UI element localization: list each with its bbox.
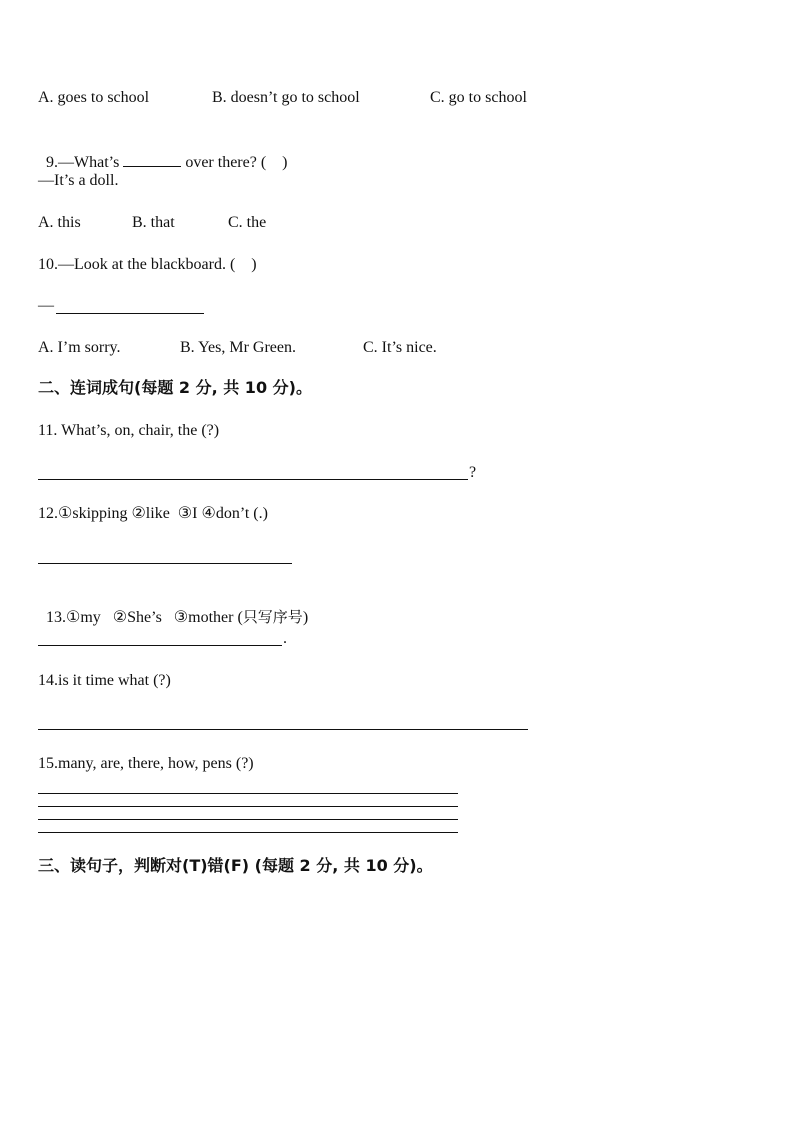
- q15-answer-line-3[interactable]: [38, 819, 458, 820]
- q11-answer-line[interactable]: [38, 479, 468, 480]
- q9-answer: —It’s a doll.: [38, 172, 119, 189]
- q14-answer-line[interactable]: [38, 729, 528, 730]
- q14-question: 14.is it time what (?): [38, 672, 171, 689]
- q15-question: 15.many, are, there, how, pens (?): [38, 755, 254, 772]
- section-3-title: 三、读句子，判断对(T)错(F) (每题 2 分, 共 10 分)。: [38, 856, 433, 875]
- q10-question: 10.—Look at the blackboard. ( ): [38, 256, 257, 273]
- q8-option-b: B. doesn’t go to school: [212, 89, 360, 106]
- q10-option-a: A. I’m sorry.: [38, 339, 121, 356]
- q9-option-a: A. this: [38, 214, 81, 231]
- q13-answer-line[interactable]: [38, 645, 282, 646]
- q15-answer-line-2[interactable]: [38, 806, 458, 807]
- q9-blank[interactable]: [123, 150, 181, 167]
- q12-question: 12.①skipping ②like ③I ④don’t (.): [38, 505, 268, 522]
- q11-end-mark: ?: [469, 464, 477, 481]
- q10-option-c: C. It’s nice.: [363, 339, 437, 356]
- section-2-title: 二、连词成句(每题 2 分, 共 10 分)。: [38, 378, 312, 397]
- q13-text-cn: 只写序号: [242, 608, 303, 626]
- q8-option-c: C. go to school: [430, 89, 527, 106]
- q9-option-b: B. that: [132, 214, 175, 231]
- q13-end-mark: .: [283, 630, 287, 647]
- q10-option-b: B. Yes, Mr Green.: [180, 339, 296, 356]
- q9-option-c: C. the: [228, 214, 267, 231]
- q10-dash: —: [38, 297, 54, 314]
- q15-answer-line-4[interactable]: [38, 832, 458, 833]
- q11-question: 11. What’s, on, chair, the (?): [38, 422, 220, 439]
- q9-prefix: 9.—What’s: [46, 154, 120, 171]
- q13-text-en: 13.①my ②She’s ③mother (: [46, 609, 243, 626]
- q13-question: [38, 587, 308, 628]
- q8-option-a: A. goes to school: [38, 89, 150, 106]
- q15-answer-line-1[interactable]: [38, 793, 458, 794]
- q9-suffix: over there? ( ): [185, 154, 288, 171]
- q9-question: [38, 130, 288, 173]
- q12-answer-line[interactable]: [38, 563, 292, 564]
- q10-answer-line[interactable]: [56, 313, 204, 314]
- q13-text-close: ): [302, 609, 309, 626]
